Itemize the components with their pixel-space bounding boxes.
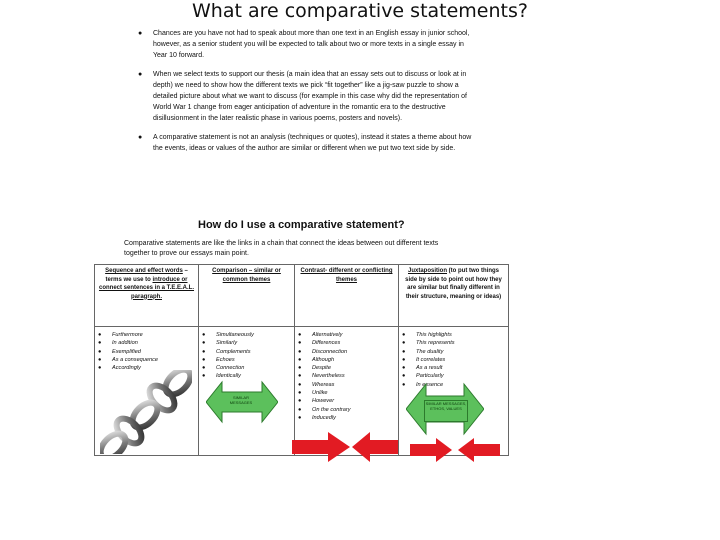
term-item [298, 406, 395, 414]
table-header-row [95, 265, 509, 327]
bullet-symbol: ● [202, 332, 206, 338]
term-item [402, 364, 505, 372]
bullet-symbol: ● [202, 356, 206, 363]
term-text: In addition [112, 340, 138, 347]
term-text: Despite [312, 365, 331, 372]
bullet-symbol: ● [298, 332, 302, 338]
bullet-text: A comparative statement is not an analysis (techniques or quotes), instead it states a theme about how the events, ideas or values of the author are similar or different when we put two text side by side. [153, 133, 472, 152]
column-heading-text: Juxtaposition [408, 268, 448, 274]
term-item [98, 356, 195, 364]
term-text: Nevertheless [312, 373, 345, 380]
column-heading [95, 265, 199, 327]
bullet-symbol: ● [138, 133, 143, 141]
term-item [98, 331, 195, 339]
arrow-right-icon [292, 432, 350, 462]
term-list [298, 331, 395, 422]
bullet-symbol: ● [298, 390, 302, 397]
bullet-symbol: ● [402, 340, 406, 347]
arrow-left-icon [352, 432, 398, 462]
term-item [98, 348, 195, 356]
column-heading [295, 265, 399, 327]
term-item [402, 339, 505, 347]
term-text: Exemplified [112, 348, 141, 355]
similar-messages-values-label: SIMILAR MESSAGES, ETHOS, VALUES [424, 400, 468, 422]
term-text: Simultaneously [216, 332, 254, 338]
bullet-symbol: ● [298, 348, 302, 355]
term-text: Accordingly [112, 365, 141, 372]
term-item [298, 356, 395, 364]
term-text: Unlike [312, 390, 328, 397]
term-text: Similarly [216, 340, 238, 347]
term-text: As a consequence [112, 356, 159, 363]
bullet-symbol: ● [402, 332, 406, 338]
term-text: Whereas [312, 381, 335, 388]
column-heading-text: Contrast- different or conflicting themes [300, 268, 393, 283]
term-item [402, 356, 505, 364]
term-text: Connection [216, 365, 245, 372]
term-text: Although [312, 356, 335, 363]
term-item [402, 331, 505, 339]
term-item [202, 356, 291, 364]
term-text: Identically [216, 373, 241, 380]
bullet-symbol: ● [138, 70, 143, 78]
arrow-left-icon [458, 438, 500, 462]
term-text: Disconnection [312, 348, 348, 355]
term-text: Furthermore [112, 332, 143, 338]
bullet-symbol: ● [298, 398, 302, 405]
bullet-text: When we select texts to support our thesis (a main idea that an essay sets out to discuss or look at in depth) we need to show how the different texts we pick “fit together” like a jig-saw puzzle to show a detailed picture about what we want to discuss (for example in this case why did the representation of World War 1 change from eager anticipation of adventure in the romantic era to the destructive disillusionment in the later realistic phase in various poems, posters and novels). [153, 70, 468, 123]
term-text: As a result [416, 365, 443, 372]
term-text: Differences [312, 340, 341, 347]
bullet-symbol: ● [402, 356, 406, 363]
bullet-symbol: ● [202, 340, 206, 347]
term-item [298, 339, 395, 347]
page-title: What are comparative statements? [192, 0, 528, 22]
column-heading [399, 265, 509, 327]
bullet-symbol: ● [298, 414, 302, 421]
term-item [298, 414, 395, 422]
term-text: Alternatively [312, 332, 343, 338]
term-text: Inducedly [312, 414, 336, 421]
term-item [298, 389, 395, 397]
column-heading-text: – terms we use to [105, 268, 188, 283]
term-text: On the contrary [312, 406, 351, 413]
bullet-item [138, 69, 478, 125]
bullet-text: Chances are you have not had to speak about more than one text in an English essay in junior school, however, as a senior student you will be expected to talk about two or more texts in a single essay in Year 10 forward. [153, 30, 470, 60]
term-item [202, 339, 291, 347]
term-item [202, 364, 291, 372]
term-text: Particularly [416, 373, 444, 380]
column-heading [199, 265, 295, 327]
bullet-symbol: ● [298, 365, 302, 372]
bullet-symbol: ● [98, 332, 102, 338]
term-item [202, 348, 291, 356]
bullet-symbol: ● [202, 365, 206, 372]
bullet-symbol: ● [202, 348, 206, 355]
bullet-symbol: ● [402, 365, 406, 372]
bullet-symbol: ● [98, 348, 102, 355]
bullet-symbol: ● [298, 340, 302, 347]
term-item [202, 331, 291, 339]
bullet-symbol: ● [98, 356, 102, 363]
chain-image [100, 370, 192, 454]
term-text: It correlates [416, 356, 446, 363]
bullet-symbol: ● [298, 373, 302, 380]
term-item [298, 331, 395, 339]
term-text: Complements [216, 348, 251, 355]
term-item [98, 339, 195, 347]
column-heading-text: Comparison – similar or common themes [212, 268, 281, 283]
arrow-right-icon [410, 438, 452, 462]
term-item [298, 348, 395, 356]
intro-paragraph: Comparative statements are like the links in a chain that connect the ideas between out different texts together to prove our essays main point. [124, 240, 439, 257]
bullet-symbol: ● [98, 365, 102, 372]
term-list [202, 331, 291, 381]
section-heading: How do I use a comparative statement? [198, 219, 405, 231]
bullet-symbol: ● [402, 381, 406, 388]
term-text: This represents [416, 340, 455, 347]
bullet-item [138, 132, 478, 154]
bullet-symbol: ● [298, 406, 302, 413]
term-item [298, 372, 395, 380]
bullet-symbol: ● [202, 373, 206, 380]
bullet-symbol: ● [98, 340, 102, 347]
term-text: The duality [416, 348, 444, 355]
term-item [298, 364, 395, 372]
similar-messages-label: SIMILAR MESSAGES [229, 395, 253, 405]
term-item [402, 348, 505, 356]
bullet-symbol: ● [402, 373, 406, 380]
bullet-symbol: ● [298, 356, 302, 363]
bullet-symbol: ● [138, 30, 143, 37]
bullet-item [138, 28, 478, 62]
term-item [298, 397, 395, 405]
bullet-symbol: ● [298, 381, 302, 388]
bullet-list [138, 28, 478, 161]
term-text: However [312, 398, 335, 405]
term-item [298, 381, 395, 389]
column-heading-text: Sequence and effect words [105, 268, 183, 274]
column-heading-text: introduce or connect sentences in a T.E.E.A.L. paragraph. [98, 276, 195, 300]
term-text: This highlights [416, 332, 452, 338]
term-text: In essence [416, 381, 444, 388]
bullet-symbol: ● [402, 348, 406, 355]
term-list [98, 331, 195, 372]
term-text: Echoes [216, 356, 235, 363]
column-heading-text: (to put two things side by side to point out how they are similar but finally different in their structure, meaning or ideas) [405, 268, 502, 300]
